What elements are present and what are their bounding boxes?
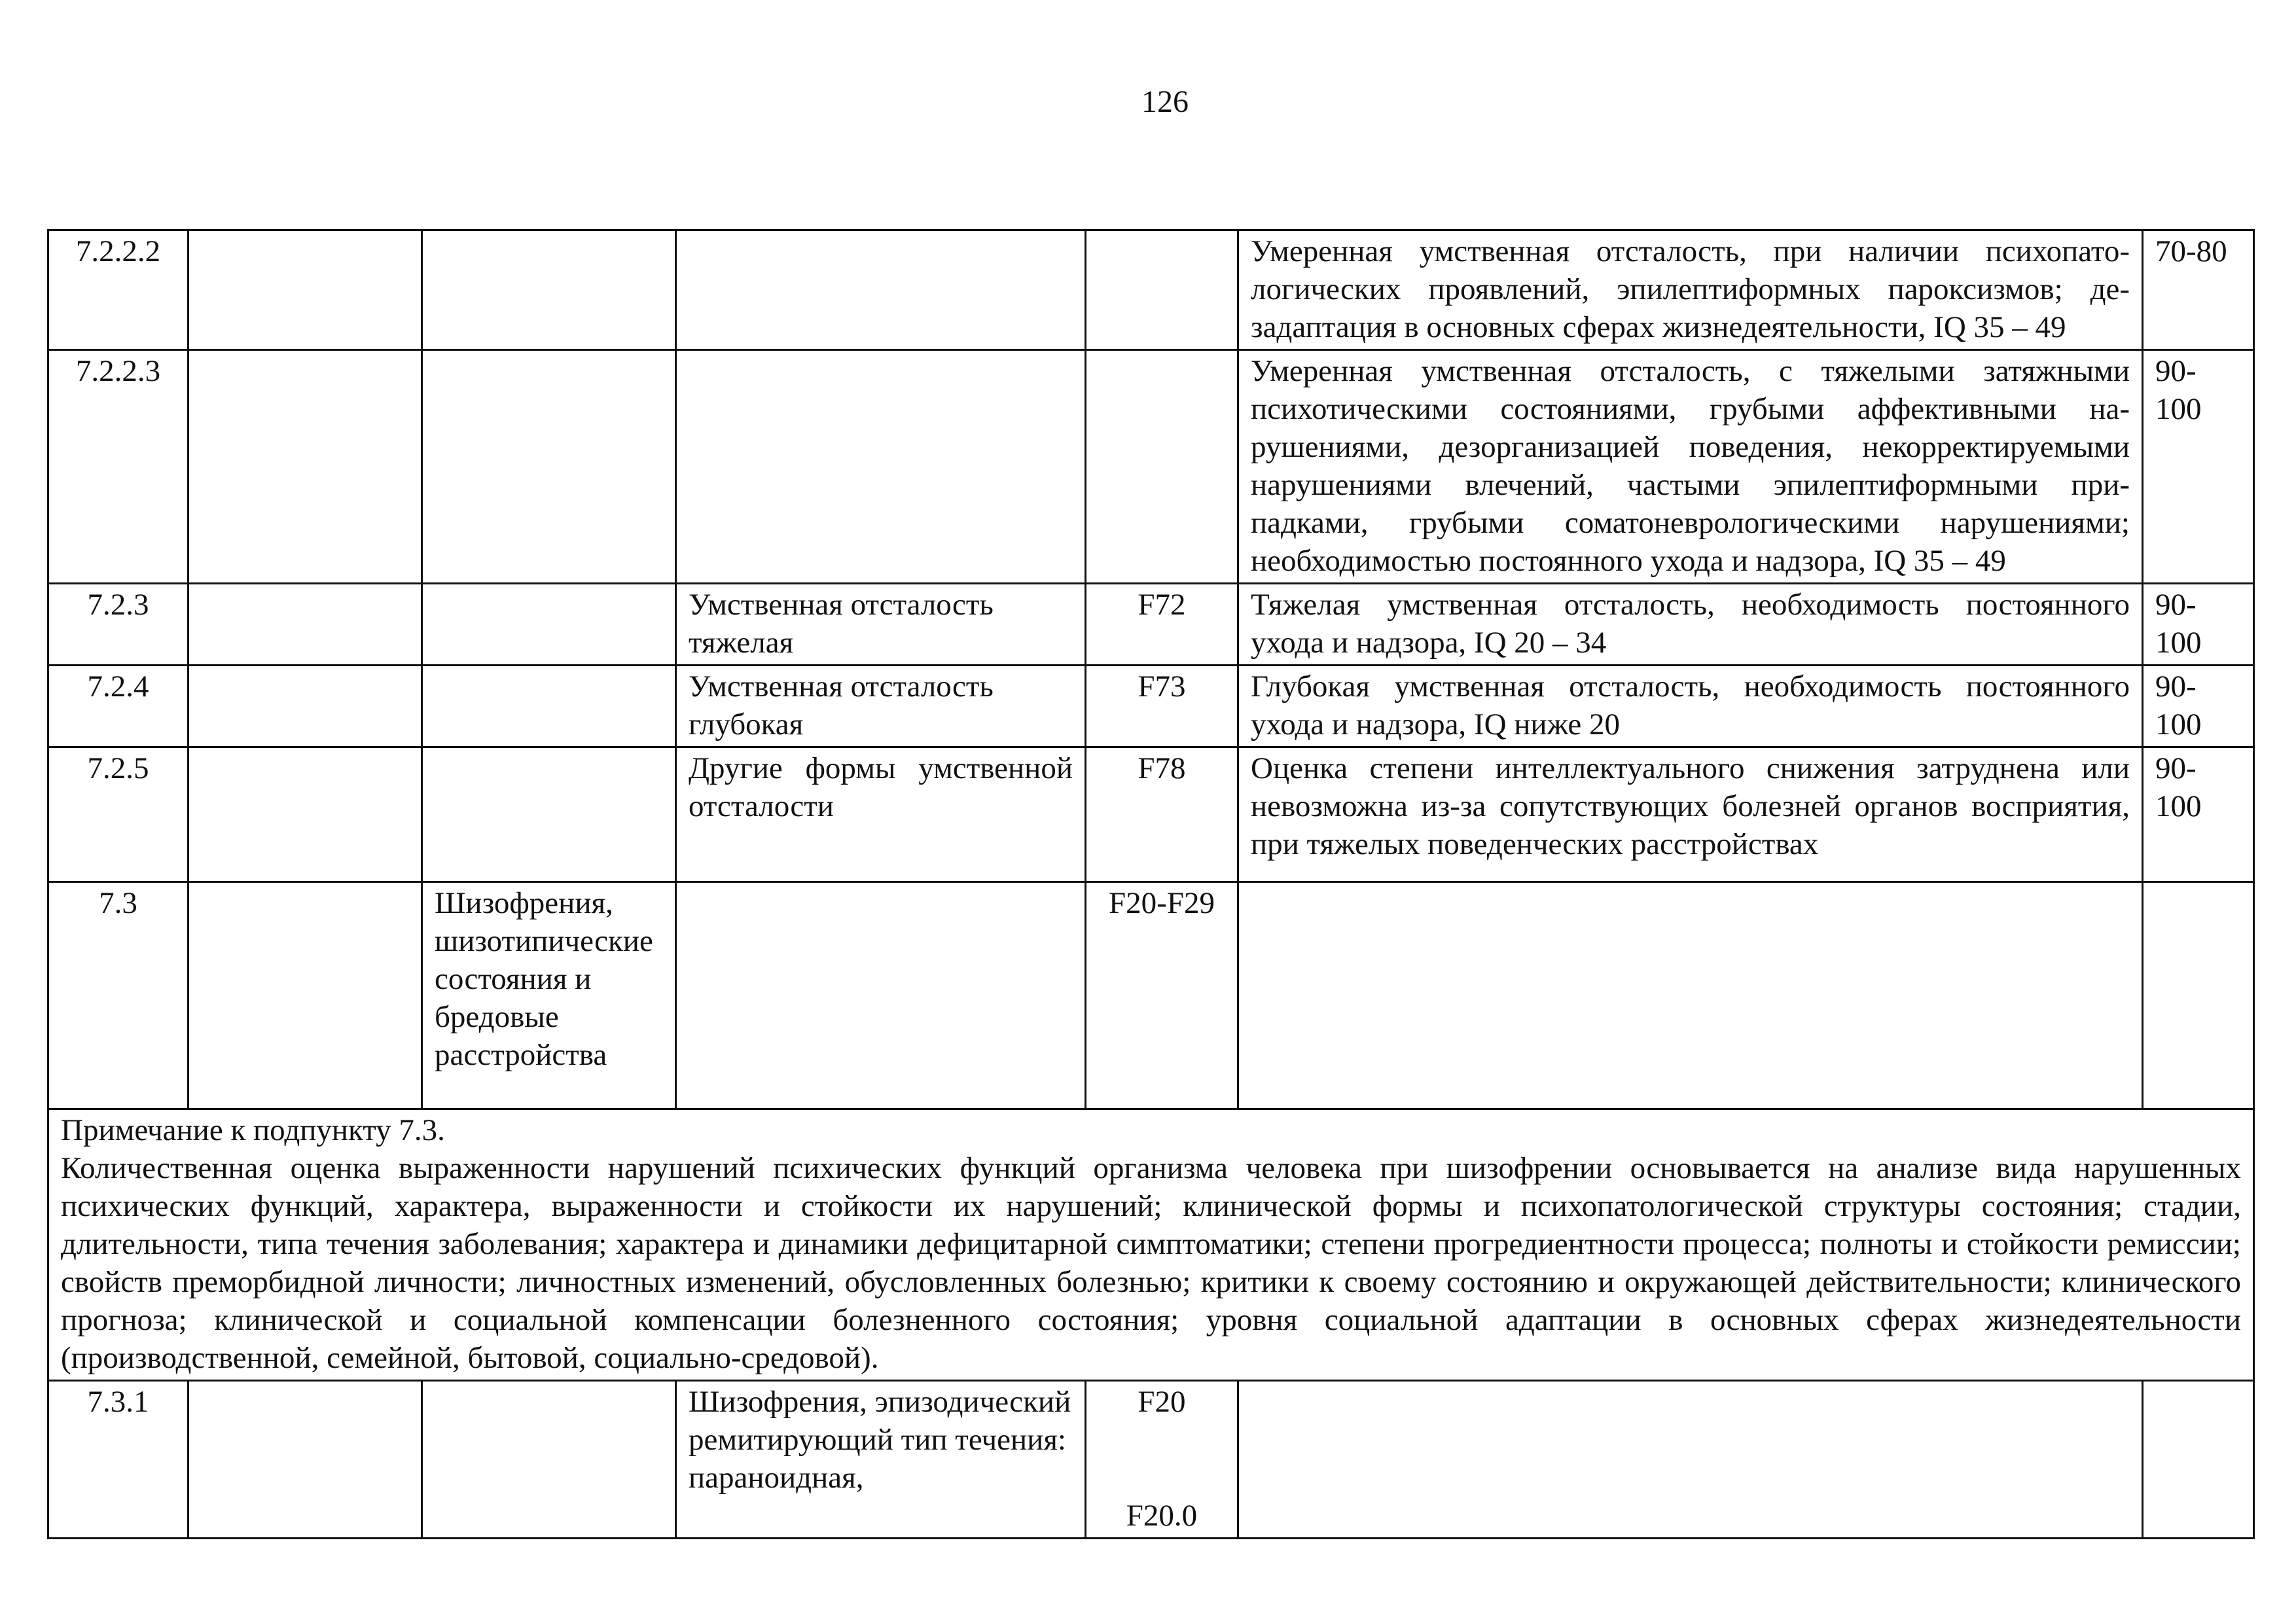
description-cell — [1238, 882, 2143, 1109]
diagnosis-name-main: Шизофрения, эпизодический ремитирующий тип течения: — [689, 1385, 1071, 1457]
description-cell: Умеренная умственная отсталость, с тяжелыми затяжными психотическими состояниями, грубыми аффективными нарушениями, дезорганизацией поведения, некорректируемыми нарушениями влечений, частыми эпилептиформными припадками, грубыми соматоневрологическими нарушениями; необходимостью постоянного ухода и надзора, IQ 35 – 49 — [1238, 350, 2143, 584]
percent-cell: 90-100 — [2143, 747, 2254, 882]
diagnosis-name-cell — [676, 230, 1086, 350]
row-number-cell: 7.2.5 — [48, 747, 188, 882]
icd-code-sub: F20.0 — [1126, 1499, 1198, 1533]
empty-cell — [422, 666, 676, 747]
row-number-cell: 7.3.1 — [48, 1381, 188, 1539]
percent-cell: 90-100 — [2143, 666, 2254, 747]
diagnosis-name-cell — [676, 882, 1086, 1109]
disability-criteria-table — [47, 229, 2255, 1539]
percent-cell: 90-100 — [2143, 350, 2254, 584]
spacer — [1098, 1459, 1225, 1497]
diagnosis-name-cell: Другие формы умственной отсталости — [676, 747, 1086, 882]
empty-cell — [188, 882, 422, 1109]
icd-code-cell — [1086, 230, 1238, 350]
page-number: 126 — [1141, 84, 1189, 119]
icd-code-cell: F20-F29 — [1086, 882, 1238, 1109]
description-cell: Оценка степени интеллектуального снижения затруднена или невозможна из-за сопутствующих болезней органов восприятия, при тяжелых поведенческих расстройствах — [1238, 747, 2143, 882]
empty-cell — [422, 747, 676, 882]
empty-cell — [188, 747, 422, 882]
row-number-cell: 7.2.4 — [48, 666, 188, 747]
description-cell — [1238, 1381, 2143, 1539]
diagnosis-subtype: параноидная, — [689, 1461, 864, 1495]
empty-cell — [422, 1381, 676, 1539]
table-row-7-2-4 — [48, 666, 2254, 747]
table-row-7-3 — [48, 882, 2254, 1109]
empty-cell — [422, 350, 676, 584]
table-row-7-2-5 — [48, 747, 2254, 882]
note-title: Примечание к подпункту 7.3. — [61, 1113, 445, 1147]
diagnosis-name-cell — [676, 350, 1086, 584]
row-number-cell: 7.2.2.2 — [48, 230, 188, 350]
icd-code-cell: F72 — [1086, 584, 1238, 666]
note-row — [48, 1109, 2254, 1381]
table-row-7-2-2-3 — [48, 350, 2254, 584]
table-row-7-3-1 — [48, 1381, 2254, 1539]
note-cell — [48, 1109, 2254, 1381]
percent-cell — [2143, 882, 2254, 1109]
spacer — [1098, 1421, 1225, 1459]
diagnosis-group-cell: Шизофрения, шизотипические состояния и бредовые расстройства — [422, 882, 676, 1109]
icd-code-main: F20 — [1138, 1385, 1186, 1419]
row-number-cell: 7.2.2.3 — [48, 350, 188, 584]
icd-code-cell — [1086, 1381, 1238, 1539]
row-number-cell: 7.3 — [48, 882, 188, 1109]
empty-cell — [188, 230, 422, 350]
description-cell: Тяжелая умственная отсталость, необходимость постоянного ухода и надзора, IQ 20 – 34 — [1238, 584, 2143, 666]
empty-cell — [188, 584, 422, 666]
empty-cell — [422, 584, 676, 666]
note-text: Количественная оценка выраженности нарушений психических функций организма человека при шизофрении основывается на анализе вида нарушенных психических функций, характера, выраженности и стойкости их нарушений; клинической формы и психопатологической структуры состояния; стадии, длительности, типа течения заболевания; характера и динамики дефицитарной симптоматики; степени прогредиентности процесса; полноты и стойкости ремиссии; свойств преморбидной личности; личностных изменений, обусловленных болезнью; критики к своему состоянию и окружающей действительности; клинического прогноза; клинической и социальной компенсации болезненного состояния; уровня социальной адаптации в основных сферах жизнедеятельности (производственной, семейной, бытовой, социально-средовой). — [61, 1151, 2241, 1375]
empty-cell — [188, 1381, 422, 1539]
table-row-7-2-2-2 — [48, 230, 2254, 350]
diagnosis-name-cell — [676, 1381, 1086, 1539]
percent-cell: 70-80 — [2143, 230, 2254, 350]
diagnosis-name-cell: Умственная отсталость глубокая — [676, 666, 1086, 747]
description-cell: Умеренная умственная отсталость, при наличии психопатологических проявлений, эпилептиформных пароксизмов; дезадаптация в основных сферах жизнедеятельности, IQ 35 – 49 — [1238, 230, 2143, 350]
table-row-7-2-3 — [48, 584, 2254, 666]
icd-code-cell: F73 — [1086, 666, 1238, 747]
empty-cell — [188, 350, 422, 584]
diagnosis-name-cell: Умственная отсталость тяжелая — [676, 584, 1086, 666]
empty-cell — [422, 230, 676, 350]
empty-cell — [188, 666, 422, 747]
description-cell: Глубокая умственная отсталость, необходимость постоянного ухода и надзора, IQ ниже 20 — [1238, 666, 2143, 747]
percent-cell: 90-100 — [2143, 584, 2254, 666]
row-number-cell: 7.2.3 — [48, 584, 188, 666]
icd-code-cell: F78 — [1086, 747, 1238, 882]
percent-cell — [2143, 1381, 2254, 1539]
icd-code-cell — [1086, 350, 1238, 584]
